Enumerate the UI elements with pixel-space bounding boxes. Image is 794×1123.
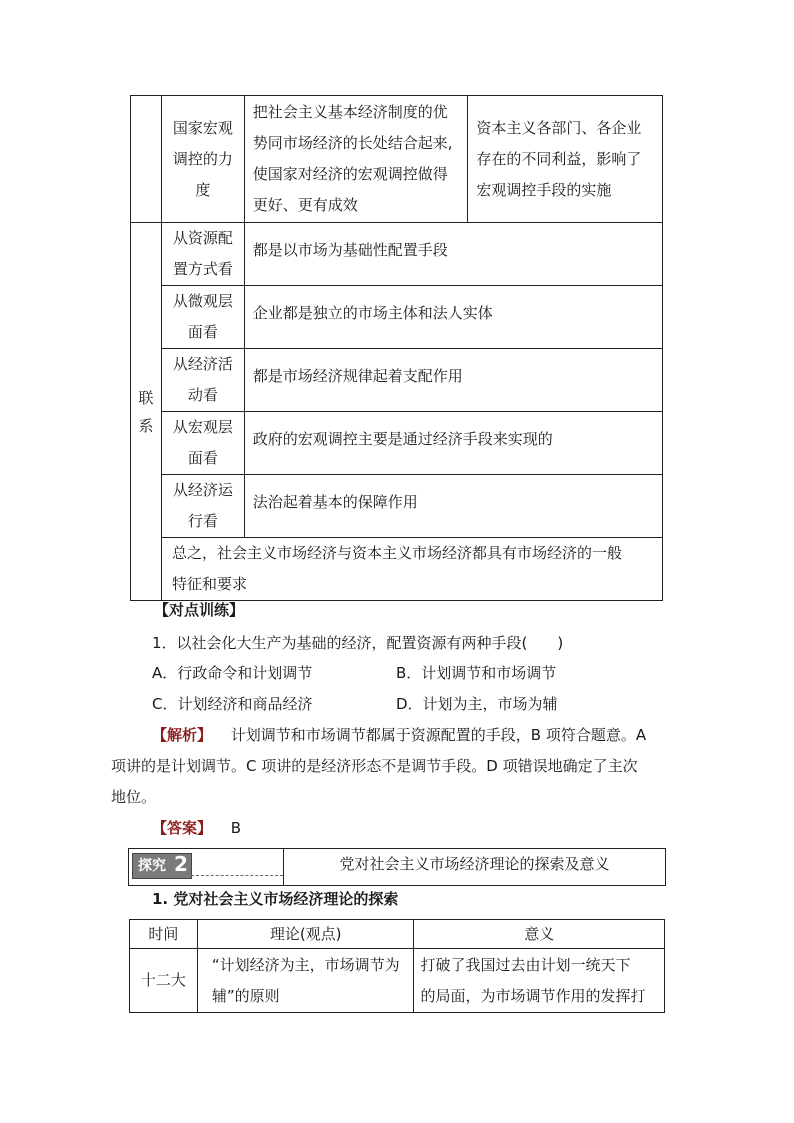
label-line: 面看: [187, 323, 218, 341]
analysis-line-3: 地位。: [111, 788, 157, 806]
label-line: 从经济活: [172, 355, 233, 373]
section1-heading: 1. 党对社会主义市场经济理论的探索: [152, 890, 399, 908]
cell-line: 存在的不同利益，影响了: [476, 149, 642, 168]
theory-table: [129, 919, 665, 1013]
answer-value: B: [230, 819, 242, 837]
header-meaning: 意义: [414, 920, 665, 949]
row-text: 都是市场经济规律起着支配作用: [244, 349, 662, 412]
cell-line: 势同市场经济的长处结合起来,: [252, 134, 453, 152]
label-line: 面看: [187, 449, 218, 467]
table-row: [131, 349, 663, 412]
explore-badge-text: 探究: [138, 858, 166, 874]
label-line: 国家宏观: [172, 118, 233, 137]
analysis-tag: 【解析】: [152, 726, 213, 744]
time-cell: 十二大: [130, 949, 198, 1013]
cell-line: 使国家对经济的宏观调控做得: [252, 165, 448, 183]
label-line: 动看: [187, 386, 218, 404]
cell-line: 辅”的原则: [211, 986, 280, 1005]
header-theory: 理论(观点): [197, 920, 414, 949]
label-line: 度: [195, 180, 211, 199]
label-line: 从经济运: [172, 481, 233, 499]
table-row: [130, 949, 665, 1013]
question-text: 1．以社会化大生产为基础的经济，配置资源有两种手段( ): [152, 634, 564, 652]
lianxi-label: [131, 223, 162, 601]
explore-banner: [128, 848, 666, 886]
row-label: [161, 96, 244, 223]
table-row: [131, 223, 663, 286]
cell-line: 资本主义各部门、各企业: [476, 118, 642, 137]
label-line: 联: [138, 388, 154, 407]
theory-cell: [197, 949, 414, 1013]
cell-line: 宏观调控手段的实施: [476, 180, 612, 199]
analysis-text: 计划调节和市场调节都属于资源配置的手段，B 项符合题意。A: [230, 726, 647, 744]
cell-line: “计划经济为主，市场调节为: [211, 955, 400, 974]
label-line: 行看: [187, 512, 218, 530]
option-b[interactable]: B．计划调节和市场调节: [396, 664, 557, 682]
label-line: 从资源配: [172, 229, 233, 247]
row-label: [161, 286, 244, 349]
analysis-line-1: [152, 723, 646, 747]
answer-tag: 【答案】: [152, 819, 213, 837]
summary-cell: [161, 538, 662, 601]
label-line: 置方式看: [172, 260, 233, 278]
blank-cell: [131, 96, 162, 223]
label-line: 从宏观层: [172, 418, 233, 436]
socialist-cell: [244, 96, 468, 223]
meaning-cell: [414, 949, 665, 1013]
summary-line: 总之，社会主义市场经济与资本主义市场经济都具有市场经济的一般: [171, 544, 622, 562]
row-text: 都是以市场为基础性配置手段: [244, 223, 662, 286]
label-line: 调控的力: [172, 149, 233, 168]
table-row: [131, 412, 663, 475]
row-label: [161, 475, 244, 538]
explore-badge: [132, 853, 192, 879]
row-label: [161, 412, 244, 475]
row-text: 政府的宏观调控主要是通过经济手段来实现的: [244, 412, 662, 475]
explore-badge-number: 2: [174, 852, 188, 876]
table-row: [131, 286, 663, 349]
label-line: 从微观层: [172, 292, 233, 310]
cell-line: 打破了我国过去由计划一统天下: [420, 955, 631, 974]
option-a[interactable]: A．行政命令和计划调节: [152, 664, 313, 682]
option-d[interactable]: D．计划为主，市场为辅: [396, 695, 558, 713]
row-label: [161, 349, 244, 412]
cell-line: 更好、更有成效: [252, 196, 358, 214]
option-c[interactable]: C．计划经济和商品经济: [152, 695, 313, 713]
header-time: 时间: [130, 920, 198, 949]
table-row: [131, 475, 663, 538]
row-label: [161, 223, 244, 286]
explore-title: 党对社会主义市场经济理论的探索及意义: [339, 855, 610, 873]
table-row: [131, 96, 663, 223]
row-text: 企业都是独立的市场主体和法人实体: [244, 286, 662, 349]
table-header-row: [130, 920, 665, 949]
comparison-table: [130, 95, 663, 601]
analysis-line-2: 项讲的是计划调节。C 项讲的是经济形态不是调节手段。D 项错误地确定了主次: [111, 757, 638, 775]
training-heading: 【对点训练】: [154, 601, 245, 619]
cell-line: 的局面，为市场调节作用的发挥打: [420, 986, 646, 1005]
label-line: 系: [138, 416, 154, 435]
summary-line: 特征和要求: [171, 575, 247, 593]
answer-line: [152, 816, 241, 840]
cell-line: 把社会主义基本经济制度的优: [252, 103, 448, 121]
capitalist-cell: [468, 96, 663, 223]
badge-dashed-line: [191, 875, 283, 876]
table-row: [131, 538, 663, 601]
row-text: 法治起着基本的保障作用: [244, 475, 662, 538]
